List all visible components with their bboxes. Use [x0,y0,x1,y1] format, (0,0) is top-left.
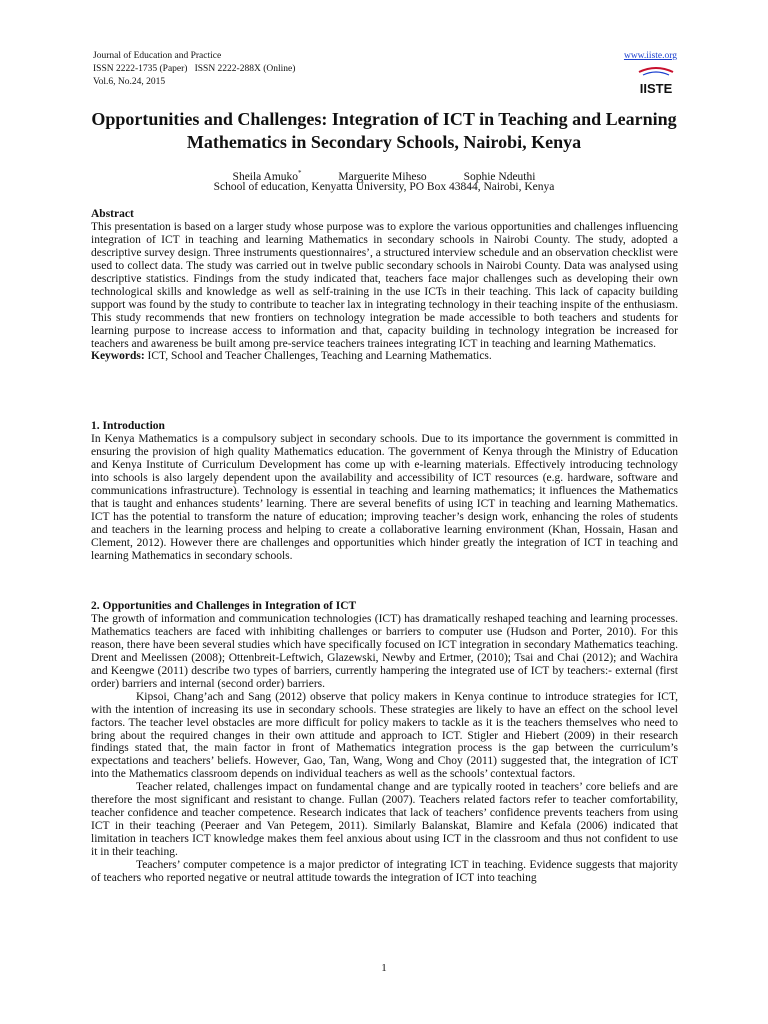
journal-header-right [615,50,677,101]
section-1-text: In Kenya Mathematics is a compulsory subject in secondary schools. Due to its importance the government is committed in ensuring the provision of high quality Mathematics education. The government of Kenya through the Ministry of Education and Kenya Institute of Curriculum Development has come up with e-learning materials. Effectively introducing technology into schools is also largely dependent upon the availability and accessibility of ICT resources (e.g. hardware, software and communications infrastructure). Technology is essential in teaching and learning mathematics; it influences the Mathematics that is taught and enhances students’ learning. There are several benefits of using ICT in teaching and learning Mathematics. ICT has the potential to transform the nature of education; improving teacher’s design work, enhancing the roles of students and teachers in the learning process and helping to create a collaborative learning environment (Khan, Hossain, Hasan and Clement, 2012). However there are challenges and opportunities which hinder greatly the integration of ICT in teaching and learning Mathematics in secondary schools. [91,432,678,562]
author-3: Sophie Ndeuthi [463,170,536,183]
section-1-heading: 1. Introduction [91,420,165,432]
keywords-label: Keywords: [91,350,145,363]
section-2-paragraph-1: The growth of information and communication technologies (ICT) has dramatically reshaped teaching and learning processes. Mathematics teachers are faced with inhibiting challenges or barriers to computer use (Hudson and Porter, 2010). For this reason, there have been several studies which have specifically focused on ICT integration in secondary Mathematics teaching. Drent and Meelissen (2008); Ottenbreit-Leftwich, Glazewski, Newby and Ertmer, (2010); Tsai and Chai (2012); and Wachira and Keengwe (2011) describe two types of barriers, currently hampering the integrated use of ICT by teachers:- external (first order) barriers and internal (second order) barriers. [91,612,678,690]
abstract-heading: Abstract [91,208,134,220]
section-2-paragraph-2: Kipsoi, Chang’ach and Sang (2012) observe that policy makers in Kenya continue to introduce strategies for ICT, with the intention of increasing its use in secondary schools. These strategies are likely to have an effect on the school level factors. The teacher level obstacles are more difficult for policy makers to tackle as it is the teachers themselves who need to bring about the required changes in their own attitude and approach to ICT. Stigler and Hiebert (2009) in their research findings stated that, the main factor in front of Mathematics integration process is the gap between the curriculum’s expectations and teachers’ beliefs. However, Gao, Tan, Wang, Wong and Choy (2011) suggested that, the integration of ICT into the Mathematics classroom depends on individual teachers as well as the schools’ contextual factors. [91,690,678,781]
author-2: Marguerite Miheso [338,170,427,183]
paper-title: Opportunities and Challenges: Integration of ICT in Teaching and Learning Mathematics in Secondary Schools, Nairobi, Kenya [91,109,677,152]
opportunities-section [91,600,678,885]
page-number: 1 [381,962,387,974]
abstract-section [91,208,678,363]
section-2-paragraph-3: Teacher related, challenges impact on fundamental change and are typically rooted in teachers’ core beliefs and are therefore the most significant and resistant to change. Fullan (2007). Teachers related factors refer to teacher comfortability, teacher confidence and teacher competence. Research indicates that lack of teachers’ confidence prevents teachers from using ICT in their teaching (Peeraer and Van Petegem, 2011). Similarly Balanskat, Blamire and Kefala (2006) indicated that limitation in teachers ICT knowledge makes them feel anxious about using ICT in the classroom and thus not confident to use it in their teaching. [91,781,678,859]
journal-url-link[interactable]: www.iiste.org [623,51,677,61]
abstract-text: This presentation is based on a larger study whose purpose was to explore the various opportunities and challenges influencing integration of ICT in teaching and learning Mathematics in secondary schools in Nairobi County. The study, adopted a descriptive survey design. Three instruments questionnaires’, a structured interview schedule and an observation checklist were used to collect data. The study was carried out in twelve public secondary schools in Nairobi County. Data was analysed using descriptive statistics. Findings from the study indicated that, teachers face major challenges such as developing their own technological skills and knowledge as well as self-training in the use ICTs in their teaching. This lack of capacity building support was found by the study to contribute to teacher lax in integrating technology in their teaching inspite of the enthusiasm. This study recommends that new frontiers on technology integration be made accessible to both teachers and students for learning purpose to increase access to information and that, capacity building in technology integration be increased for teachers and awareness be built among pre-service teachers trainees integrating ICT in teaching and learning Mathematics. [91,220,678,350]
journal-header [93,50,295,89]
keywords-line [91,350,678,363]
journal-volume: Vol.6, No.24, 2015 [93,77,166,87]
author-affiliation: School of education, Kenyatta University, PO Box 43844, Nairobi, Kenya [213,181,555,193]
section-2-heading: 2. Opportunities and Challenges in Integration of ICT [91,600,357,612]
journal-name: Journal of Education and Practice [93,51,222,61]
journal-issn: ISSN 2222-1735 (Paper) ISSN 2222-288X (Online) [93,64,296,74]
keywords-text: ICT, School and Teacher Challenges, Teaching and Learning Mathematics. [147,350,492,363]
iiste-logo [635,66,677,96]
author-1-name: Sheila Amuko [232,170,299,183]
section-2-paragraph-4: Teachers’ computer competence is a major predictor of integrating ICT in teaching. Evidence suggests that majority of teachers who reported negative or neutral attitude towards the integration of ICT into teaching [91,859,678,885]
author-1-mark: * [298,169,302,177]
introduction-section [91,420,678,562]
logo-text: IISTE [639,81,673,96]
